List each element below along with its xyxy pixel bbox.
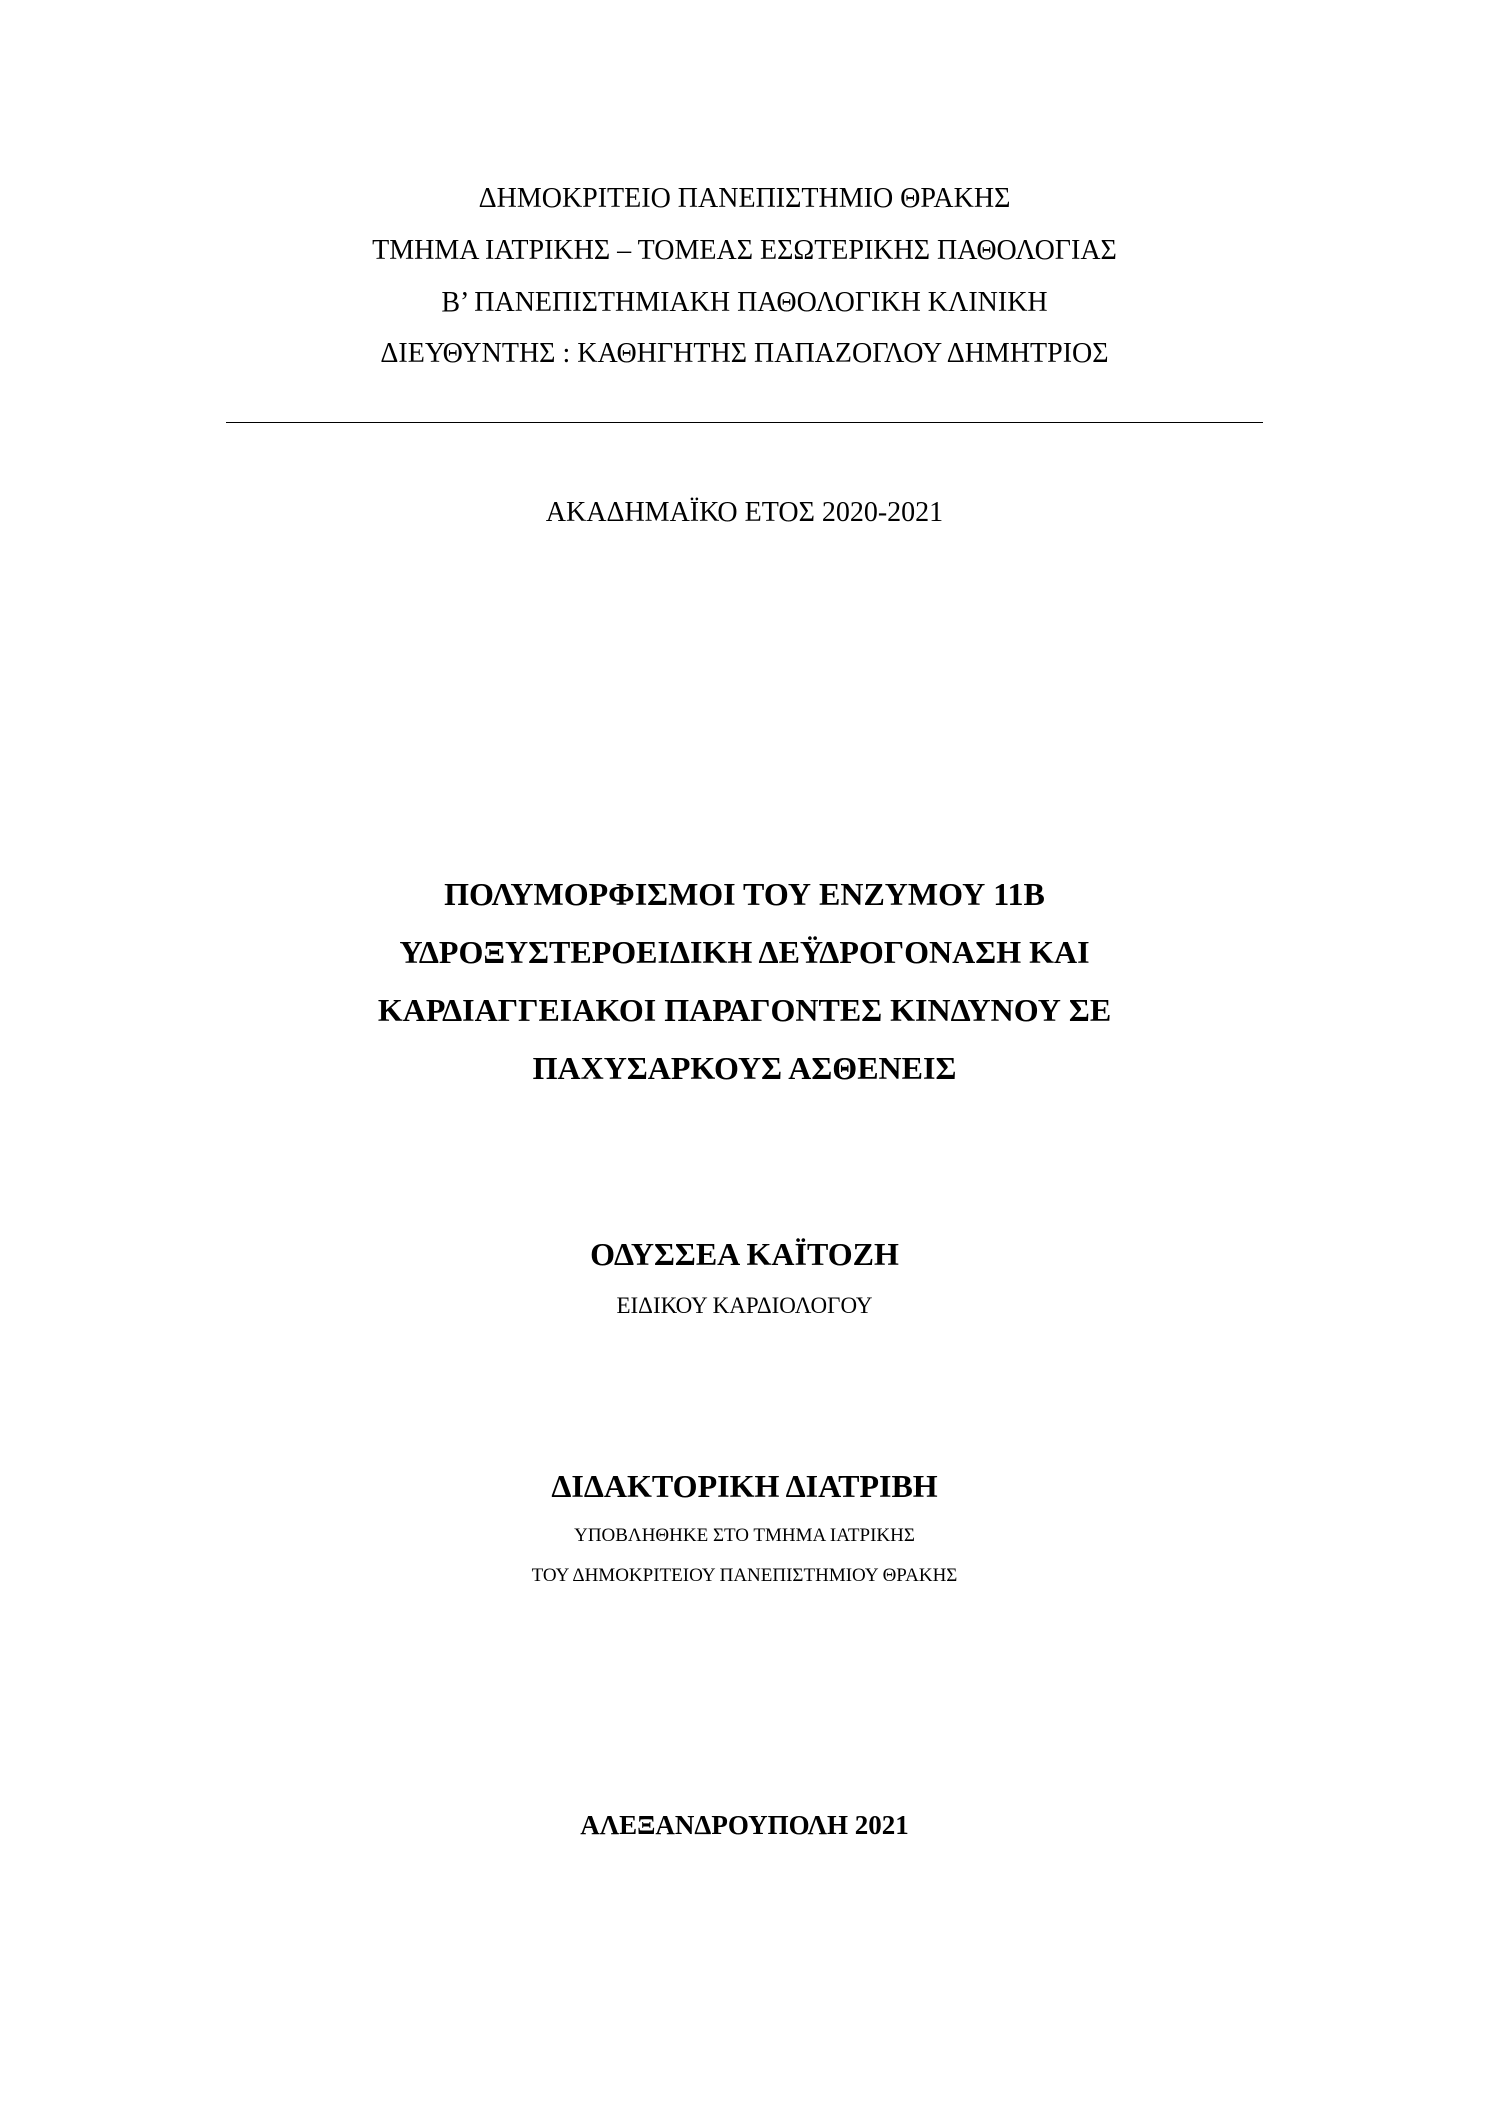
- thesis-title-line: ΚΑΡΔΙΑΓΓΕΙΑΚΟΙ ΠΑΡΑΓΟΝΤΕΣ ΚΙΝΔΥΝΟΥ ΣΕ: [377, 992, 1112, 1028]
- thesis-title-line: ΥΔΡΟΞΥΣΤΕΡΟΕΙΔΙΚΗ ΔΕΫΔΡΟΓΟΝΑΣΗ ΚΑΙ: [399, 934, 1090, 970]
- author-name: ΟΔΥΣΣΕΑ ΚΑΪΤΟΖΗ: [590, 1236, 899, 1272]
- university-name: ΔΗΜΟΚΡΙΤΕΙΟ ΠΑΝΕΠΙΣΤΗΜΙΟ ΘΡΑΚΗΣ: [478, 183, 1011, 214]
- author-role: ΕΙΔΙΚΟΥ ΚΑΡΔΙΟΛΟΓΟΥ: [616, 1293, 873, 1318]
- place-and-year: ΑΛΕΞΑΝΔΡΟΥΠΟΛΗ 2021: [580, 1810, 909, 1840]
- department-name: ΤΜΗΜΑ ΙΑΤΡΙΚΗΣ – ΤΟΜΕΑΣ ΕΣΩΤΕΡΙΚΗΣ ΠΑΘΟΛΟΓΙΑΣ: [372, 235, 1117, 266]
- submission-note: ΤΟΥ ΔΗΜΟΚΡΙΤΕΙΟΥ ΠΑΝΕΠΙΣΤΗΜΙΟΥ ΘΡΑΚΗΣ: [531, 1565, 958, 1586]
- thesis-type: ΔΙΔΑΚΤΟΡΙΚΗ ΔΙΑΤΡΙΒΗ: [551, 1468, 938, 1504]
- header-divider: [226, 422, 1263, 423]
- academic-year: ΑΚΑΔΗΜΑΪΚΟ ΕΤΟΣ 2020-2021: [545, 497, 944, 528]
- clinic-director: ΔΙΕΥΘΥΝΤΗΣ : ΚΑΘΗΓΗΤΗΣ ΠΑΠΑΖΟΓΛΟΥ ΔΗΜΗΤΡΙΟΣ: [380, 338, 1109, 369]
- thesis-title-line: ΠΑΧΥΣΑΡΚΟΥΣ ΑΣΘΕΝΕΙΣ: [532, 1050, 957, 1086]
- thesis-title-line: ΠΟΛΥΜΟΡΦΙΣΜΟΙ ΤΟΥ ΕΝΖΥΜΟΥ 11Β: [444, 876, 1045, 912]
- submission-note: ΥΠΟΒΛΗΘΗΚΕ ΣΤΟ ΤΜΗΜΑ ΙΑΤΡΙΚΗΣ: [574, 1525, 915, 1546]
- clinic-name: Β’ ΠΑΝΕΠΙΣΤΗΜΙΑΚΗ ΠΑΘΟΛΟΓΙΚΗ ΚΛΙΝΙΚΗ: [441, 287, 1048, 318]
